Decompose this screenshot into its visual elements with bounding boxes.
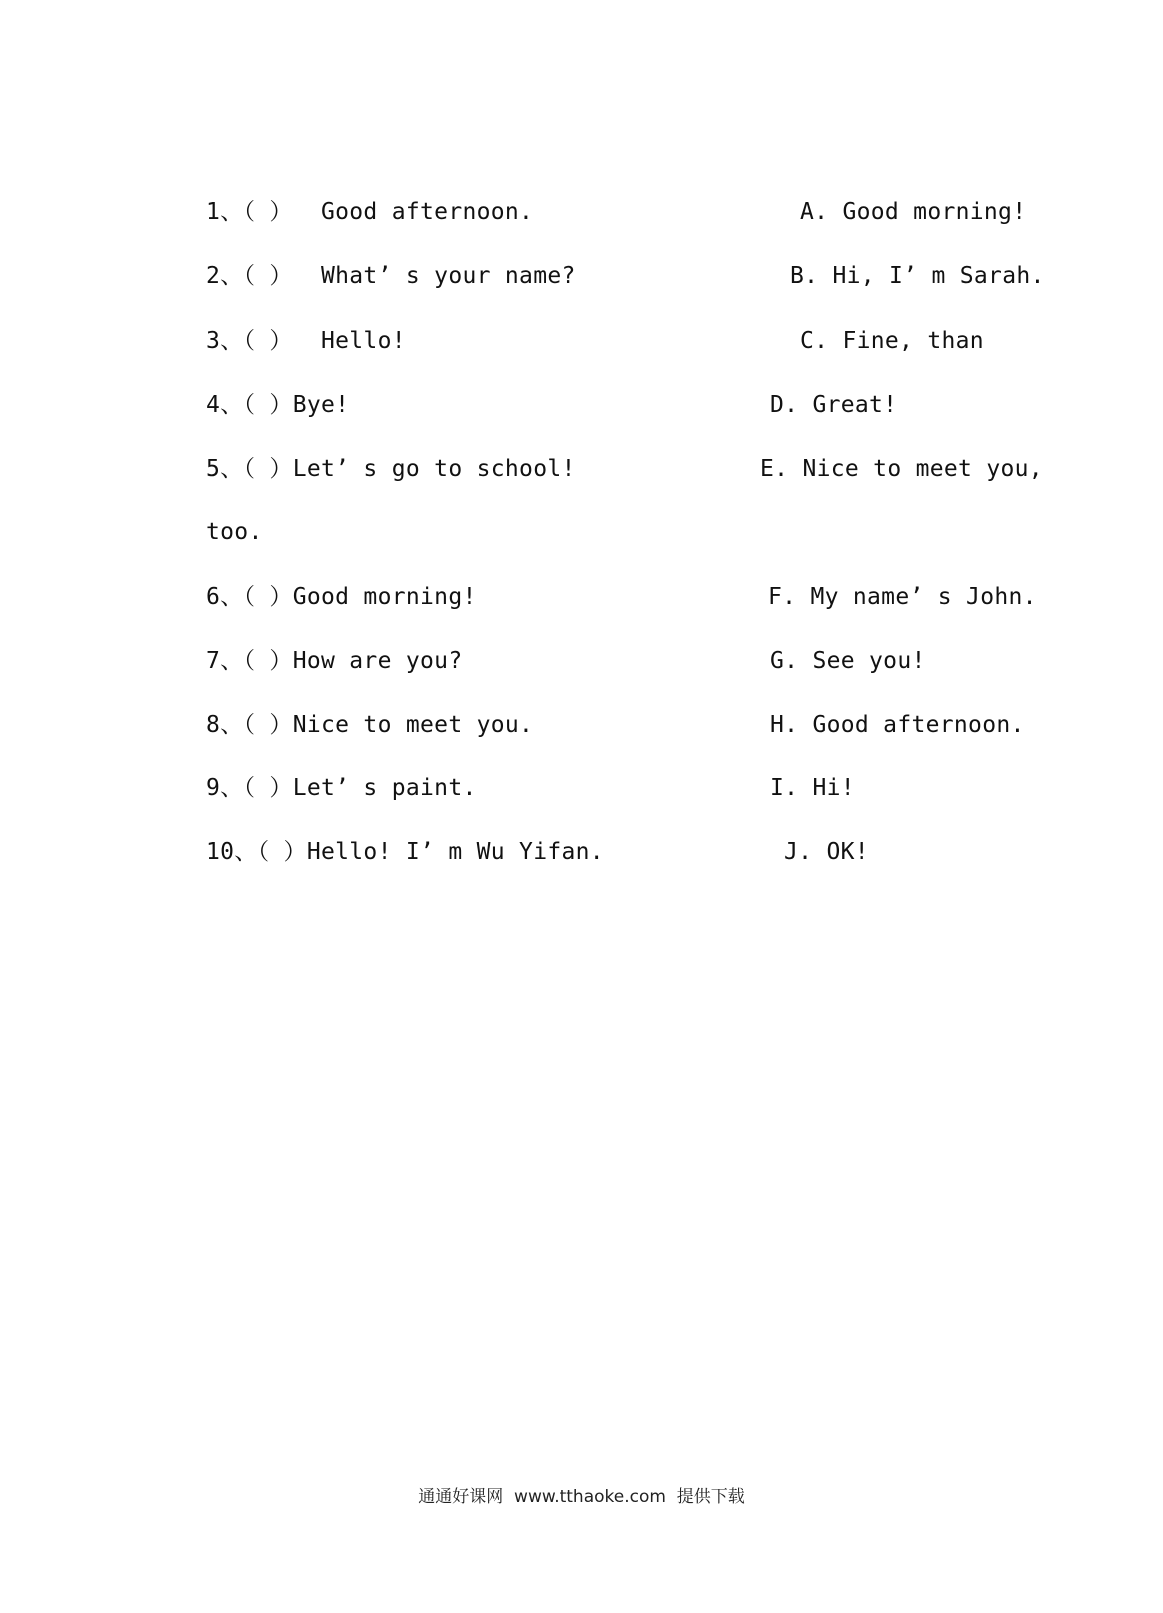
answer-g: G. See you! xyxy=(770,648,926,674)
answer-j: J. OK! xyxy=(784,839,869,865)
question-1: 1、（ ） Good afternoon. xyxy=(206,199,534,225)
answer-i: I. Hi! xyxy=(770,775,855,801)
question-8: 8、（ ）Nice to meet you. xyxy=(206,712,534,738)
answer-d: D. Great! xyxy=(770,392,898,418)
question-10: 10、（ ）Hello! I’ m Wu Yifan. xyxy=(206,839,604,865)
question-9: 9、（ ）Let’ s paint. xyxy=(206,775,477,801)
question-3: 3、（ ） Hello! xyxy=(206,328,406,354)
footer-credit: 通通好课网 www.tthaoke.com 提供下载 xyxy=(418,1487,745,1507)
answer-f: F. My name’ s John. xyxy=(768,584,1037,610)
question-5: 5、（ ）Let’ s go to school! xyxy=(206,456,576,482)
question-4: 4、（ ）Bye! xyxy=(206,392,350,418)
answer-h: H. Good afternoon. xyxy=(770,712,1025,738)
answer-e-continuation: too. xyxy=(206,519,263,545)
answer-e: E. Nice to meet you, xyxy=(760,456,1043,482)
answer-b: B. Hi, I’ m Sarah. xyxy=(790,263,1045,289)
question-6: 6、（ ）Good morning! xyxy=(206,584,477,610)
question-7: 7、（ ）How are you? xyxy=(206,648,463,674)
question-2: 2、（ ） What’ s your name? xyxy=(206,263,576,289)
answer-a: A. Good morning! xyxy=(800,199,1027,225)
answer-c: C. Fine, than xyxy=(800,328,984,354)
